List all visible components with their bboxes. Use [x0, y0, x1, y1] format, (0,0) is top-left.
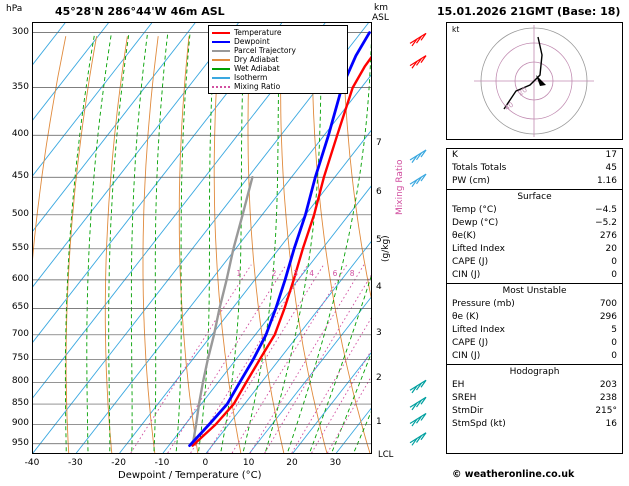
legend-swatch-dewpoint: [212, 41, 230, 43]
mu-value-cape: 0: [611, 338, 617, 348]
surface-key-temp: Temp (°C): [452, 205, 497, 215]
hodo-value-stmspd: 16: [605, 419, 617, 429]
pressure-tick-800: 800: [11, 376, 29, 387]
index-value-pw: 1.16: [596, 176, 617, 186]
mixing-ratio-label-1: 1: [236, 268, 242, 278]
x-axis-title: Dewpoint / Temperature (°C): [118, 470, 262, 481]
mixing-ratio-axis-label: Mixing Ratio: [395, 159, 405, 215]
surface-value-lifted-index: 20: [605, 244, 617, 254]
mu-value-pressure: 700: [599, 299, 617, 309]
surface-value-dewp: −5.2: [595, 218, 617, 228]
legend-item-dry-adiabat: [212, 55, 344, 64]
mu-key-pressure: Pressure (mb): [452, 299, 515, 309]
pressure-tick-400: 400: [11, 129, 29, 140]
most-unstable-section: [447, 298, 622, 363]
hodograph-svg: [447, 23, 622, 139]
pressure-tick-750: 750: [11, 353, 29, 364]
table-row: [452, 324, 617, 337]
divider: [447, 283, 622, 284]
table-row: [452, 162, 617, 175]
legend-label-dewpoint: Dewpoint: [234, 36, 270, 46]
table-row: [452, 175, 617, 188]
table-row: [452, 418, 617, 431]
mixing-ratio-units-label: (g/kg): [381, 235, 391, 262]
divider: [447, 364, 622, 365]
surface-value-cape: 0: [611, 257, 617, 267]
pressure-tick-900: 900: [11, 418, 29, 429]
surface-key-lifted-index: Lifted Index: [452, 244, 505, 254]
copyright-notice: © weatheronline.co.uk: [452, 469, 575, 480]
legend-item-temperature: [212, 28, 344, 37]
legend-label-isotherm: Isotherm: [234, 72, 268, 82]
temp-tick-30: 30: [329, 458, 342, 468]
legend-swatch-dry-adiabat: [212, 59, 230, 61]
mixing-ratio-label-2: 2: [271, 268, 277, 278]
legend-label-dry-adiabat: Dry Adiabat: [234, 54, 279, 64]
height-tick-5km: 5: [376, 235, 382, 246]
height-tick-1km: 1: [376, 416, 382, 427]
legend-item-wet-adiabat: [212, 64, 344, 73]
hodo-value-eh: 203: [599, 380, 617, 390]
index-value-k: 17: [605, 150, 617, 160]
index-key-k: K: [452, 150, 458, 160]
table-row: [452, 269, 617, 282]
pressure-tick-450: 450: [11, 171, 29, 182]
surface-value-theta-e: 276: [599, 231, 617, 241]
lcl-label: LCL: [378, 450, 394, 460]
mixing-ratio-label-8: 8: [349, 268, 355, 278]
hodograph-ring-label-20: 20: [516, 85, 529, 98]
height-tick-7km: 7: [376, 137, 382, 148]
index-key-pw: PW (cm): [452, 176, 490, 186]
table-row: [452, 392, 617, 405]
mu-key-cape: CAPE (J): [452, 338, 489, 348]
legend-item-parcel: [212, 46, 344, 55]
height-tick-6km: 6: [376, 187, 382, 198]
hodograph-ring-label-40: 40: [503, 100, 516, 113]
pressure-tick-850: 850: [11, 398, 29, 409]
chart-legend: [208, 25, 348, 94]
legend-label-temperature: Temperature: [234, 27, 282, 37]
pressure-tick-600: 600: [11, 273, 29, 284]
mixing-ratio-label-4: 4: [309, 268, 315, 278]
table-row: [452, 350, 617, 363]
surface-key-cape: CAPE (J): [452, 257, 489, 267]
table-row: [452, 243, 617, 256]
pressure-tick-650: 650: [11, 302, 29, 313]
table-row: [452, 311, 617, 324]
surface-value-cin: 0: [611, 270, 617, 280]
legend-item-mixing-ratio: [212, 82, 344, 91]
table-row: [452, 230, 617, 243]
table-row: [452, 204, 617, 217]
hodograph-section-header: Hodograph: [509, 367, 560, 377]
legend-swatch-temperature: [212, 32, 230, 34]
legend-item-isotherm: [212, 73, 344, 82]
temp-tick--20: -20: [111, 458, 127, 468]
table-row: [452, 217, 617, 230]
hodo-key-sreh: SREH: [452, 393, 477, 403]
pressure-tick-300: 300: [11, 26, 29, 37]
hodograph: [446, 22, 623, 140]
surface-section-header: Surface: [517, 192, 552, 202]
pressure-unit-label: hPa: [6, 4, 23, 14]
surface-key-cin: CIN (J): [452, 270, 481, 280]
surface-key-theta-e: θe(K): [452, 231, 476, 241]
legend-label-parcel: Parcel Trajectory: [234, 45, 296, 55]
legend-swatch-wet-adiabat: [212, 68, 230, 70]
mixing-ratio-label-6: 6: [332, 268, 338, 278]
temp-tick--40: -40: [24, 458, 40, 468]
mu-key-cin: CIN (J): [452, 351, 481, 361]
page-title: 45°28'N 286°44'W 46m ASL: [55, 5, 225, 18]
height-unit-label: km: [374, 3, 388, 13]
sounding-indices-panel: [446, 148, 623, 454]
mu-value-lifted-index: 5: [611, 325, 617, 335]
mu-value-theta-e: 296: [599, 312, 617, 322]
table-row: [452, 379, 617, 392]
temp-tick-0: 0: [202, 458, 209, 468]
mixing-ratio-label-3: 3: [293, 268, 299, 278]
table-row: [452, 337, 617, 350]
table-row: [452, 149, 617, 162]
table-row: [452, 298, 617, 311]
legend-label-mixing-ratio: Mixing Ratio: [234, 81, 281, 91]
surface-value-temp: −4.5: [595, 205, 617, 215]
pressure-tick-350: 350: [11, 81, 29, 92]
temp-tick--10: -10: [154, 458, 170, 468]
hodo-value-sreh: 238: [599, 393, 617, 403]
legend-label-wet-adiabat: Wet Adiabat: [234, 63, 280, 73]
pressure-tick-700: 700: [11, 328, 29, 339]
index-value-totals: 45: [605, 163, 617, 173]
table-row: [452, 405, 617, 418]
height-tick-2km: 2: [376, 373, 382, 384]
legend-swatch-mixing-ratio: [212, 86, 230, 88]
mu-key-lifted-index: Lifted Index: [452, 325, 505, 335]
pressure-tick-500: 500: [11, 208, 29, 219]
forecast-datetime: 15.01.2026 21GMT (Base: 18): [437, 5, 621, 18]
height-asl-label: ASL: [372, 13, 389, 23]
temp-tick-20: 20: [286, 458, 298, 468]
hodograph-section: [447, 379, 622, 431]
indices-section: [447, 149, 622, 188]
surface-section: [447, 204, 622, 282]
skewt-diagram: [32, 22, 372, 454]
temp-tick--30: -30: [67, 458, 83, 468]
hodograph-unit-label: kt: [452, 25, 460, 34]
hodo-value-stmdir: 215°: [595, 406, 617, 416]
wind-barb-column: [400, 22, 444, 454]
divider: [447, 189, 622, 190]
legend-item-dewpoint: [212, 37, 344, 46]
most-unstable-section-header: Most Unstable: [502, 286, 567, 296]
index-key-totals: Totals Totals: [452, 163, 507, 173]
legend-swatch-isotherm: [212, 77, 230, 79]
pressure-tick-950: 950: [11, 437, 29, 448]
hodo-key-stmdir: StmDir: [452, 406, 484, 416]
surface-key-dewp: Dewp (°C): [452, 218, 499, 228]
mu-value-cin: 0: [611, 351, 617, 361]
mu-key-theta-e: θe (K): [452, 312, 479, 322]
legend-swatch-parcel: [212, 50, 230, 52]
temp-tick-10: 10: [242, 458, 255, 468]
height-tick-3km: 3: [376, 327, 382, 338]
table-row: [452, 256, 617, 269]
height-tick-4km: 4: [376, 282, 382, 293]
hodo-key-eh: EH: [452, 380, 465, 390]
hodo-key-stmspd: StmSpd (kt): [452, 419, 506, 429]
pressure-tick-550: 550: [11, 242, 29, 253]
